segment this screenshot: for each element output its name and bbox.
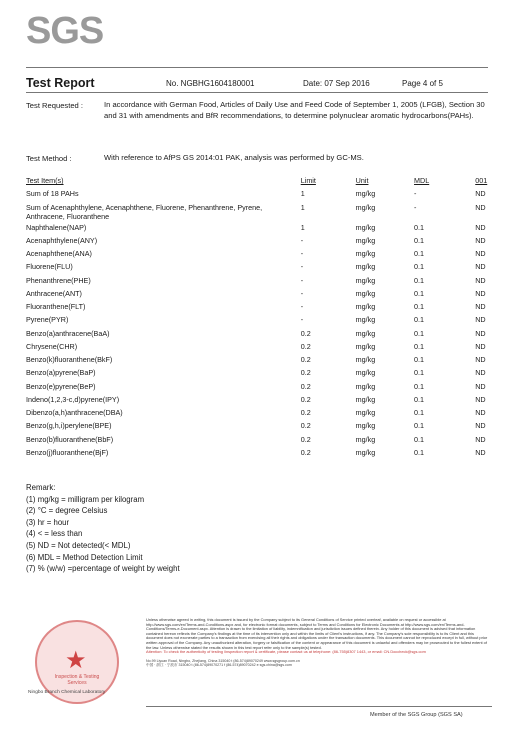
cell-limit: -: [300, 275, 304, 285]
cell-mdl: 0.1: [414, 235, 425, 245]
cell-unit: mg/kg: [355, 222, 376, 232]
cell-limit: -: [300, 288, 304, 298]
cell-unit: mg/kg: [355, 355, 376, 365]
cell-unit: mg/kg: [355, 275, 376, 285]
cell-test-item: Benzo(j)fluoranthene(BjF): [26, 447, 109, 457]
table-row: [26, 341, 513, 354]
cell-mdl: 0.1: [414, 302, 425, 312]
footer-attention: Attention: To check the authenticity of testing /inspection report & certificate, please contact us at telephone: (86-755)8307 1443, or email: CN.Doccheck@sgs.com: [146, 649, 426, 655]
remark-item: (6) MDL = Method Detection Limit: [26, 552, 143, 562]
cell-limit: -: [300, 235, 304, 245]
table-row: [26, 261, 513, 274]
cell-limit: 1: [300, 202, 305, 212]
cell-unit: mg/kg: [355, 368, 376, 378]
cell-mdl: 0.1: [414, 315, 425, 325]
cell-test-item: Chrysene(CHR): [26, 341, 78, 351]
cell-limit: 0.2: [300, 421, 311, 431]
cell-test-item: Naphthalene(NAP): [26, 222, 87, 232]
cell-result: ND: [475, 288, 486, 298]
cell-unit: mg/kg: [355, 421, 376, 431]
test-requested-label: Test Requested :: [26, 101, 83, 110]
cell-limit: 0.2: [300, 447, 311, 457]
cell-test-item: Phenanthrene(PHE): [26, 275, 91, 285]
cell-mdl: 0.1: [414, 341, 425, 351]
table-row: [26, 288, 513, 301]
cell-test-item: Indeno(1,2,3-c,d)pyrene(IPY): [26, 394, 120, 404]
cell-unit: mg/kg: [355, 288, 376, 298]
cell-mdl: 0.1: [414, 249, 425, 259]
cell-limit: 0.2: [300, 408, 311, 418]
cell-result: ND: [475, 381, 486, 391]
cell-limit: -: [300, 262, 304, 272]
cell-result: ND: [475, 447, 486, 457]
cell-unit: mg/kg: [355, 434, 376, 444]
cell-unit: mg/kg: [355, 328, 376, 338]
table-row: [26, 314, 513, 327]
cell-result: ND: [475, 341, 486, 351]
table-row: [26, 420, 513, 433]
report-date: Date: 07 Sep 2016: [303, 79, 370, 88]
cell-mdl: 0.1: [414, 355, 425, 365]
header-mdl: MDL: [414, 176, 430, 185]
cell-test-item: Benzo(a)anthracene(BaA): [26, 328, 110, 338]
table-row: [26, 248, 513, 261]
cell-test-item: Acenaphthene(ANA): [26, 249, 92, 259]
cell-limit: 0.2: [300, 341, 311, 351]
cell-result: ND: [475, 202, 486, 212]
test-method-label: Test Method :: [26, 154, 72, 163]
cell-result: ND: [475, 368, 486, 378]
cell-unit: mg/kg: [355, 262, 376, 272]
cell-result: ND: [475, 262, 486, 272]
table-row: [26, 328, 513, 341]
cell-unit: mg/kg: [355, 235, 376, 245]
cell-limit: 0.2: [300, 394, 311, 404]
cell-mdl: 0.1: [414, 394, 425, 404]
cell-result: ND: [475, 408, 486, 418]
cell-mdl: 0.1: [414, 328, 425, 338]
cell-unit: mg/kg: [355, 249, 376, 259]
stamp-text: Inspection & Testing Services: [54, 674, 100, 686]
table-row: [26, 367, 513, 380]
cell-mdl: 0.1: [414, 421, 425, 431]
cell-test-item: Benzo(a)pyrene(BaP): [26, 368, 96, 378]
cell-unit: mg/kg: [355, 202, 376, 212]
cell-unit: mg/kg: [355, 341, 376, 351]
cell-unit: mg/kg: [355, 315, 376, 325]
footer-divider: [146, 706, 492, 707]
footer-address-cn: 中国 · 浙江 · 宁波市 315040 t (86-574)89070271 f (86-574)89070242 e sgs.china@sgs.com: [146, 663, 292, 668]
cell-limit: 0.2: [300, 355, 311, 365]
remark-item: (2) °C = degree Celsius: [26, 506, 108, 516]
cell-mdl: 0.1: [414, 222, 425, 232]
footer-disclaimer: Unless otherwise agreed in writing, this document is issued by the Company subject to its General Conditions of Service printed overleaf, available on request or accessible at http://www.sgs.com/en/Terms-and-Conditions.aspx and, for electronic format documents, subject to Terms and Conditions for Electronic Documents at http://www.sgs.com/en/Terms-and-Conditions/Terms-e-Document.aspx. Attention is drawn to the limitation of liability, indemnification and jurisdiction issues defined therein. Any holder of this document is advised that information contained hereon reflects the Company's findings at the time of its intervention only and within the limits of Client's instructions, if any. The Company's sole responsibility is to its Client and this document does not exonerate parties to a transaction from exercising all their rights and obligations under the transaction documents. This document cannot be reproduced except in full, without prior written approval of the Company. Any unauthorized alteration, forgery or falsification of the content or appearance of this document is unlawful and offenders may be prosecuted to the fullest extent of the law. Unless otherwise stated the results shown in this test report refer only to the sample(s) tested.: [146, 617, 488, 650]
table-row: [26, 447, 513, 460]
table-row: [26, 354, 513, 367]
report-title: Test Report: [26, 76, 95, 90]
cell-result: ND: [475, 315, 486, 325]
cell-result: ND: [475, 222, 486, 232]
remark-item: (5) ND = Not detected(< MDL): [26, 540, 131, 550]
results-table: [26, 175, 513, 460]
page-number: Page 4 of 5: [402, 79, 443, 88]
table-row: [26, 235, 513, 248]
cell-mdl: 0.1: [414, 434, 425, 444]
test-method-text: With reference to AfPS GS 2014:01 PAK, analysis was performed by GC-MS.: [104, 153, 364, 162]
cell-test-item: Acenaphthylene(ANY): [26, 235, 98, 245]
cell-unit: mg/kg: [355, 408, 376, 418]
table-row: [26, 394, 513, 407]
table-row: [26, 434, 513, 447]
title-divider: [26, 92, 488, 93]
cell-mdl: -: [414, 202, 417, 212]
cell-result: ND: [475, 249, 486, 259]
cell-unit: mg/kg: [355, 381, 376, 391]
cell-test-item: Sum of Acenaphthylene, Acenaphthene, Fluorene, Phenanthrene, Pyrene, Anthracene, Fluoranthene: [26, 202, 263, 222]
cell-test-item: Benzo(e)pyrene(BeP): [26, 381, 96, 391]
cell-test-item: Benzo(b)fluoranthene(BbF): [26, 434, 114, 444]
cell-unit: mg/kg: [355, 189, 376, 199]
cell-mdl: -: [414, 189, 417, 199]
table-row: [26, 222, 513, 235]
cell-test-item: Fluorene(FLU): [26, 262, 73, 272]
cell-test-item: Fluoranthene(FLT): [26, 302, 86, 312]
cell-unit: mg/kg: [355, 302, 376, 312]
cell-limit: 1: [300, 222, 305, 232]
table-row: [26, 381, 513, 394]
member-statement: Member of the SGS Group (SGS SA): [370, 712, 463, 718]
table-row: [26, 202, 513, 222]
cell-limit: 1: [300, 189, 305, 199]
remarks-title: Remark:: [26, 483, 56, 492]
table-header-row: [26, 175, 513, 188]
cell-test-item: Dibenzo(a,h)anthracene(DBA): [26, 408, 123, 418]
table-row: [26, 188, 513, 201]
cell-mdl: 0.1: [414, 275, 425, 285]
cell-test-item: Pyrene(PYR): [26, 315, 69, 325]
cell-mdl: 0.1: [414, 368, 425, 378]
cell-result: ND: [475, 275, 486, 285]
cell-unit: mg/kg: [355, 447, 376, 457]
remarks-block: [26, 482, 180, 575]
cell-mdl: 0.1: [414, 381, 425, 391]
sgs-logo-text: SGS: [26, 10, 104, 52]
cell-limit: 0.2: [300, 368, 311, 378]
cell-limit: 0.2: [300, 434, 311, 444]
cell-test-item: Benzo(k)fluoranthene(BkF): [26, 355, 113, 365]
cell-unit: mg/kg: [355, 394, 376, 404]
cell-result: ND: [475, 302, 486, 312]
cell-mdl: 0.1: [414, 447, 425, 457]
cell-result: ND: [475, 421, 486, 431]
cell-limit: -: [300, 249, 304, 259]
cell-mdl: 0.1: [414, 262, 425, 272]
cell-mdl: 0.1: [414, 288, 425, 298]
sgs-logo: [26, 10, 104, 52]
cell-result: ND: [475, 328, 486, 338]
cell-result: ND: [475, 189, 486, 199]
table-row: [26, 301, 513, 314]
remark-item: (7) % (w/w) =percentage of weight by weight: [26, 564, 180, 574]
footer-disclaimer-block: [146, 618, 492, 668]
header-divider: [26, 67, 488, 68]
test-requested-text: In accordance with German Food, Articles of Daily Use and Feed Code of September 1, 2005 (LFGB), Section 30 and 31 with amendments and BfR recommendations, to determine polynuclear aromatic hydrocarbons(PAHs).: [104, 100, 485, 121]
cell-result: ND: [475, 434, 486, 444]
branch-name: Ningbo Branch Chemical Laboratory: [28, 690, 106, 695]
footer-address-en: No.99 Liyuan Road, Ningbo, Zhejiang, China 315040 t (86-574)89070249 www.sgsgroup.com.cn: [146, 658, 300, 663]
cell-result: ND: [475, 394, 486, 404]
remark-item: (4) < = less than: [26, 529, 83, 539]
header-limit: Limit: [300, 176, 316, 185]
cell-test-item: Sum of 18 PAHs: [26, 189, 79, 199]
remark-item: (1) mg/kg = milligram per kilogram: [26, 494, 145, 504]
remark-item: (3) hr = hour: [26, 517, 70, 527]
cell-limit: -: [300, 302, 304, 312]
cell-limit: 0.2: [300, 328, 311, 338]
header-sample-001: 001: [475, 176, 488, 185]
cell-result: ND: [475, 235, 486, 245]
table-row: [26, 407, 513, 420]
cell-test-item: Benzo(g,h,i)perylene(BPE): [26, 421, 112, 431]
stamp-star-icon: ★: [65, 647, 87, 674]
cell-mdl: 0.1: [414, 408, 425, 418]
cell-limit: 0.2: [300, 381, 311, 391]
cell-test-item: Anthracene(ANT): [26, 288, 82, 298]
cell-result: ND: [475, 355, 486, 365]
table-row: [26, 275, 513, 288]
header-test-item: Test Item(s): [26, 176, 64, 185]
cell-limit: -: [300, 315, 304, 325]
report-number: No. NGBHG1604180001: [166, 79, 255, 88]
header-unit: Unit: [355, 176, 369, 185]
